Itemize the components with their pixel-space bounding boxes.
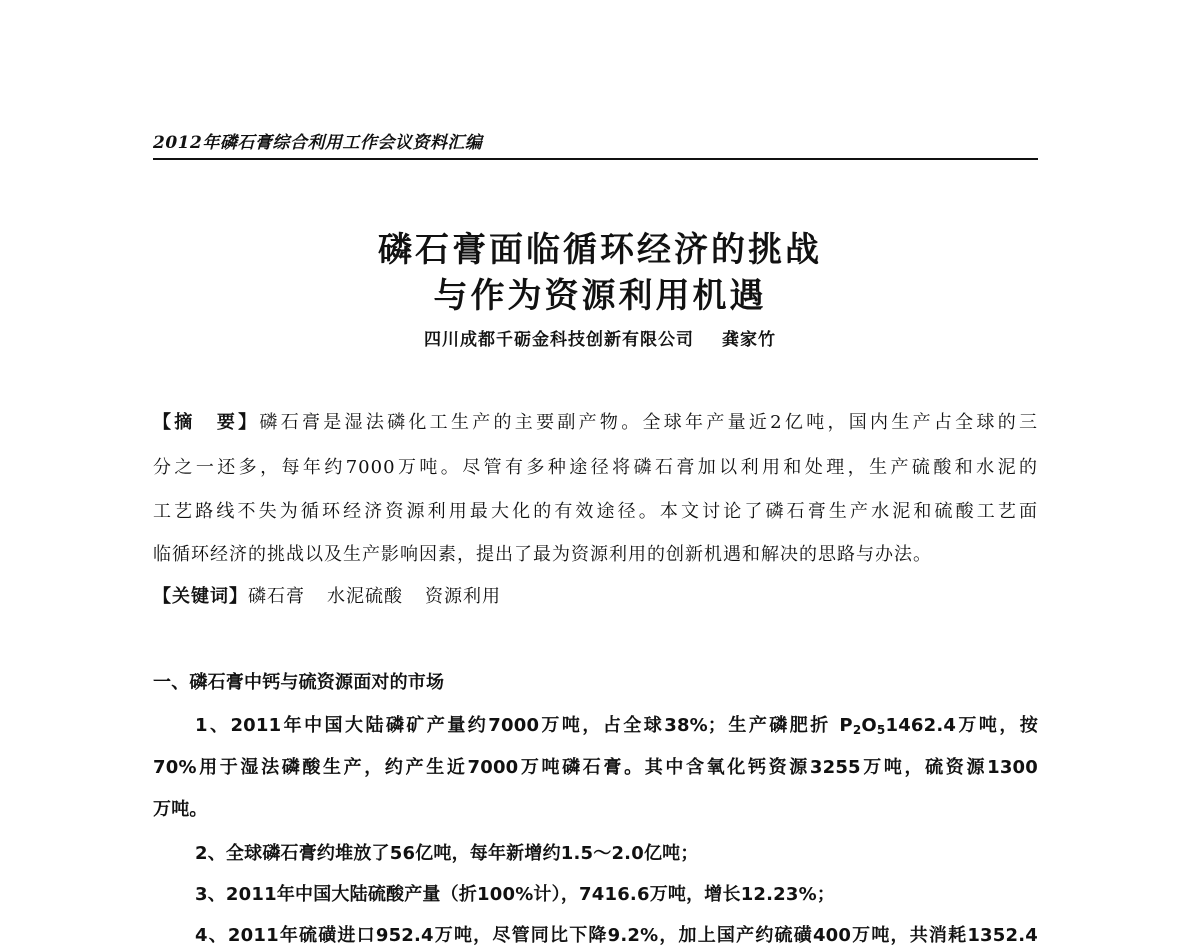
article-title-line-2: 与作为资源利用机遇 (433, 276, 767, 316)
section-heading: 一、磷石膏中钙与硫资源面对的市场 (153, 672, 445, 693)
keywords-line (153, 582, 1038, 608)
keywords-label: 【关键词】 (153, 586, 248, 607)
author: 龚家竹 (722, 330, 776, 350)
abstract-text: 磷石膏是湿法磷化工生产的主要副产物。全球年产量近2亿吨，国内生产占全球的三 (259, 412, 1039, 433)
abstract-label: 【摘 要】 (153, 412, 260, 433)
abstract-line-1 (153, 408, 1038, 434)
paragraph-4: 4、2011年硫磺进口952.4万吨，尽管同比下降9.2%，加上国产约硫磺400万吨，共消耗1352.4 (195, 925, 1038, 946)
running-header: 2012年磷石膏综合利用工作会议资料汇编 (153, 128, 1038, 160)
affiliation: 四川成都千砺金科技创新有限公司 (424, 330, 694, 350)
keyword: 水泥硫酸 (327, 586, 403, 607)
abstract-line-4: 临循环经济的挑战以及生产影响因素，提出了最为资源利用的创新机遇和解决的思路与办法。 (153, 544, 932, 565)
abstract-line-3: 工艺路线不失为循环经济资源利用最大化的有效途径。本文讨论了磷石膏生产水泥和硫酸工艺面 (153, 501, 1038, 522)
article-title-line-1: 磷石膏面临循环经济的挑战 (378, 230, 822, 270)
paragraph-3: 3、2011年中国大陆硫酸产量（折100%计），7416.6万吨，增长12.23%； (195, 884, 836, 905)
abstract-line-2: 分之一还多，每年约7000万吨。尽管有多种途径将磷石膏加以利用和处理，生产硫酸和水泥的 (153, 457, 1038, 478)
keyword: 磷石膏 (248, 586, 305, 607)
paragraph-2: 2、全球磷石膏约堆放了56亿吨，每年新增约1.5～2.0亿吨； (195, 843, 699, 864)
byline (0, 325, 1200, 350)
paragraph-1-line-3: 万吨。 (153, 799, 208, 820)
paragraph-1-line-2: 70%用于湿法磷酸生产，约产生近7000万吨磷石膏。其中含氧化钙资源3255万吨，硫资源1300 (153, 757, 1038, 778)
paragraph-1-line-1: 1、2011年中国大陆磷矿产量约7000万吨，占全球38%；生产磷肥折 $P_2O_51462.4$万吨，按 (195, 715, 1038, 737)
keyword: 资源利用 (425, 586, 501, 607)
